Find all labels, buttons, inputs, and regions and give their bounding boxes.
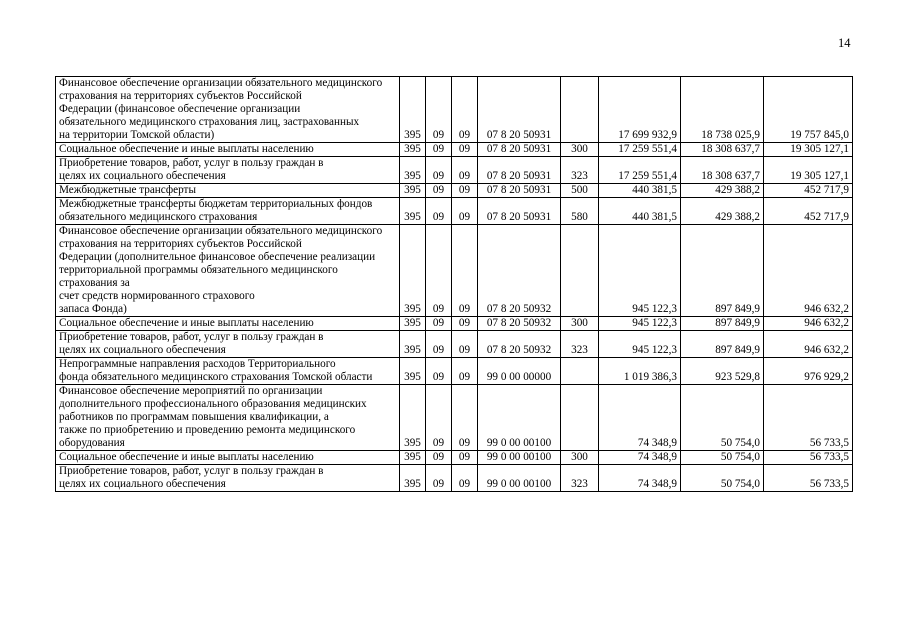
expense-name-cell (56, 157, 400, 184)
expense-name-cell (56, 225, 400, 317)
table-row (56, 465, 853, 492)
chapter-code-cell: 395 (400, 198, 426, 225)
expense-name-line: целях их социального обеспечения (59, 344, 226, 356)
expense-name-cell (56, 143, 400, 157)
section-code-cell: 09 (426, 184, 452, 198)
chapter-code-cell: 395 (400, 225, 426, 317)
subsection-code-cell: 09 (452, 184, 478, 198)
table-row (56, 358, 853, 385)
section-code-cell: 09 (426, 198, 452, 225)
target-article-cell: 07 8 20 50931 (478, 198, 561, 225)
table-row (56, 184, 853, 198)
expense-name-line: обязательного медицинского страхования лиц, застрахованных (59, 116, 360, 128)
page-number: 14 (838, 36, 851, 50)
section-code-cell: 09 (426, 451, 452, 465)
amount-year3-cell: 19 305 127,1 (764, 157, 853, 184)
subsection-code-cell: 09 (452, 465, 478, 492)
target-article-cell: 07 8 20 50932 (478, 331, 561, 358)
table-row (56, 385, 853, 451)
expense-name-line: Финансовое обеспечение организации обязательного медицинского (59, 225, 383, 237)
target-article-cell: 07 8 20 50932 (478, 317, 561, 331)
expense-name-cell (56, 465, 400, 492)
amount-year2-cell: 923 529,8 (681, 358, 764, 385)
expense-name-cell (56, 358, 400, 385)
expense-name-line: Межбюджетные трансферты (59, 184, 196, 196)
amount-year3-cell: 946 632,2 (764, 331, 853, 358)
subsection-code-cell: 09 (452, 317, 478, 331)
table-row (56, 157, 853, 184)
amount-year3-cell: 19 305 127,1 (764, 143, 853, 157)
amount-year2-cell: 897 849,9 (681, 331, 764, 358)
amount-year2-cell: 18 308 637,7 (681, 143, 764, 157)
section-code-cell: 09 (426, 385, 452, 451)
amount-year1-cell: 1 019 386,3 (599, 358, 681, 385)
expense-name-line: запаса Фонда) (59, 303, 127, 315)
section-code-cell: 09 (426, 225, 452, 317)
chapter-code-cell: 395 (400, 143, 426, 157)
expense-name-cell (56, 77, 400, 143)
expense-name-line: целях их социального обеспечения (59, 478, 226, 490)
expense-type-cell (561, 358, 599, 385)
amount-year1-cell: 17 699 932,9 (599, 77, 681, 143)
expense-name-cell (56, 317, 400, 331)
expense-name-line: Финансовое обеспечение организации обязательного медицинского (59, 77, 383, 89)
expense-name-cell (56, 451, 400, 465)
chapter-code-cell: 395 (400, 77, 426, 143)
subsection-code-cell: 09 (452, 77, 478, 143)
amount-year1-cell: 74 348,9 (599, 451, 681, 465)
subsection-code-cell: 09 (452, 198, 478, 225)
expense-type-cell: 300 (561, 143, 599, 157)
section-code-cell: 09 (426, 358, 452, 385)
expense-name-cell (56, 198, 400, 225)
amount-year3-cell: 452 717,9 (764, 198, 853, 225)
expense-type-cell: 300 (561, 317, 599, 331)
amount-year2-cell: 18 738 025,9 (681, 77, 764, 143)
subsection-code-cell: 09 (452, 225, 478, 317)
section-code-cell: 09 (426, 465, 452, 492)
amount-year1-cell: 945 122,3 (599, 331, 681, 358)
expense-name-line: Приобретение товаров, работ, услуг в пользу граждан в (59, 465, 324, 477)
amount-year1-cell: 440 381,5 (599, 198, 681, 225)
expense-name-cell (56, 385, 400, 451)
amount-year3-cell: 56 733,5 (764, 385, 853, 451)
target-article-cell: 07 8 20 50931 (478, 157, 561, 184)
amount-year2-cell: 897 849,9 (681, 317, 764, 331)
expense-name-line: также по приобретению и проведению ремонта медицинского (59, 424, 356, 436)
amount-year3-cell: 946 632,2 (764, 317, 853, 331)
amount-year1-cell: 74 348,9 (599, 385, 681, 451)
amount-year1-cell: 74 348,9 (599, 465, 681, 492)
expense-type-cell: 323 (561, 157, 599, 184)
expense-name-line: Финансовое обеспечение мероприятий по организации (59, 385, 323, 397)
amount-year2-cell: 429 388,2 (681, 198, 764, 225)
amount-year3-cell: 976 929,2 (764, 358, 853, 385)
target-article-cell: 07 8 20 50931 (478, 184, 561, 198)
target-article-cell: 07 8 20 50931 (478, 77, 561, 143)
amount-year2-cell: 429 388,2 (681, 184, 764, 198)
section-code-cell: 09 (426, 317, 452, 331)
amount-year1-cell: 17 259 551,4 (599, 143, 681, 157)
amount-year1-cell: 945 122,3 (599, 317, 681, 331)
section-code-cell: 09 (426, 331, 452, 358)
expense-name-cell (56, 184, 400, 198)
amount-year3-cell: 452 717,9 (764, 184, 853, 198)
amount-year1-cell: 440 381,5 (599, 184, 681, 198)
expense-name-line: счет средств нормированного страхового (59, 290, 255, 302)
subsection-code-cell: 09 (452, 157, 478, 184)
expense-type-cell: 300 (561, 451, 599, 465)
expense-name-line: страхования на территориях субъектов Российской (59, 90, 302, 102)
target-article-cell: 07 8 20 50931 (478, 143, 561, 157)
table-row (56, 331, 853, 358)
chapter-code-cell: 395 (400, 465, 426, 492)
table-row (56, 77, 853, 143)
expense-type-cell: 500 (561, 184, 599, 198)
target-article-cell: 99 0 00 00100 (478, 465, 561, 492)
expense-name-line: Социальное обеспечение и иные выплаты населению (59, 143, 314, 155)
expense-name-line: Приобретение товаров, работ, услуг в пользу граждан в (59, 331, 324, 343)
expense-type-cell (561, 225, 599, 317)
table-row (56, 317, 853, 331)
amount-year1-cell: 17 259 551,4 (599, 157, 681, 184)
chapter-code-cell: 395 (400, 385, 426, 451)
expense-name-line: Социальное обеспечение и иные выплаты населению (59, 317, 314, 329)
target-article-cell: 99 0 00 00100 (478, 451, 561, 465)
expense-name-line: работников по программам повышения квалификации, а (59, 411, 329, 423)
expense-name-line: фонда обязательного медицинского страхования Томской области (59, 371, 373, 383)
expense-name-line: страхования на территориях субъектов Российской (59, 238, 302, 250)
chapter-code-cell: 395 (400, 317, 426, 331)
subsection-code-cell: 09 (452, 143, 478, 157)
chapter-code-cell: 395 (400, 331, 426, 358)
expense-type-cell: 580 (561, 198, 599, 225)
expense-name-cell (56, 331, 400, 358)
expense-name-line: Межбюджетные трансферты бюджетам территориальных фондов (59, 198, 373, 210)
chapter-code-cell: 395 (400, 451, 426, 465)
subsection-code-cell: 09 (452, 385, 478, 451)
expense-name-line: Федерации (дополнительное финансовое обеспечение реализации (59, 251, 376, 263)
amount-year1-cell: 945 122,3 (599, 225, 681, 317)
expense-name-line: дополнительного профессионального образования медицинских (59, 398, 367, 410)
expense-type-cell (561, 385, 599, 451)
table-row (56, 225, 853, 317)
subsection-code-cell: 09 (452, 331, 478, 358)
expense-name-line: Непрограммные направления расходов Территориального (59, 358, 336, 370)
expense-type-cell (561, 77, 599, 143)
amount-year3-cell: 56 733,5 (764, 451, 853, 465)
subsection-code-cell: 09 (452, 358, 478, 385)
expense-name-line: Федерации (финансовое обеспечение организации (59, 103, 301, 115)
expense-name-line: Социальное обеспечение и иные выплаты населению (59, 451, 314, 463)
table-row (56, 451, 853, 465)
target-article-cell: 07 8 20 50932 (478, 225, 561, 317)
amount-year2-cell: 50 754,0 (681, 451, 764, 465)
amount-year2-cell: 897 849,9 (681, 225, 764, 317)
subsection-code-cell: 09 (452, 451, 478, 465)
expense-name-line: обязательного медицинского страхования (59, 211, 258, 223)
budget-table-body (56, 77, 853, 492)
table-row (56, 198, 853, 225)
table-row (56, 143, 853, 157)
expense-name-line: целях их социального обеспечения (59, 170, 226, 182)
amount-year2-cell: 50 754,0 (681, 385, 764, 451)
target-article-cell: 99 0 00 00100 (478, 385, 561, 451)
chapter-code-cell: 395 (400, 157, 426, 184)
chapter-code-cell: 395 (400, 184, 426, 198)
amount-year2-cell: 50 754,0 (681, 465, 764, 492)
section-code-cell: 09 (426, 77, 452, 143)
amount-year2-cell: 18 308 637,7 (681, 157, 764, 184)
budget-table (55, 76, 853, 492)
target-article-cell: 99 0 00 00000 (478, 358, 561, 385)
expense-name-line: Приобретение товаров, работ, услуг в пользу граждан в (59, 157, 324, 169)
expense-name-line: на территории Томской области) (59, 129, 215, 141)
expense-name-line: территориальной программы обязательного медицинского страхования за (59, 264, 338, 289)
section-code-cell: 09 (426, 157, 452, 184)
expense-type-cell: 323 (561, 465, 599, 492)
amount-year3-cell: 946 632,2 (764, 225, 853, 317)
chapter-code-cell: 395 (400, 358, 426, 385)
amount-year3-cell: 56 733,5 (764, 465, 853, 492)
amount-year3-cell: 19 757 845,0 (764, 77, 853, 143)
expense-name-line: оборудования (59, 437, 125, 449)
expense-type-cell: 323 (561, 331, 599, 358)
section-code-cell: 09 (426, 143, 452, 157)
